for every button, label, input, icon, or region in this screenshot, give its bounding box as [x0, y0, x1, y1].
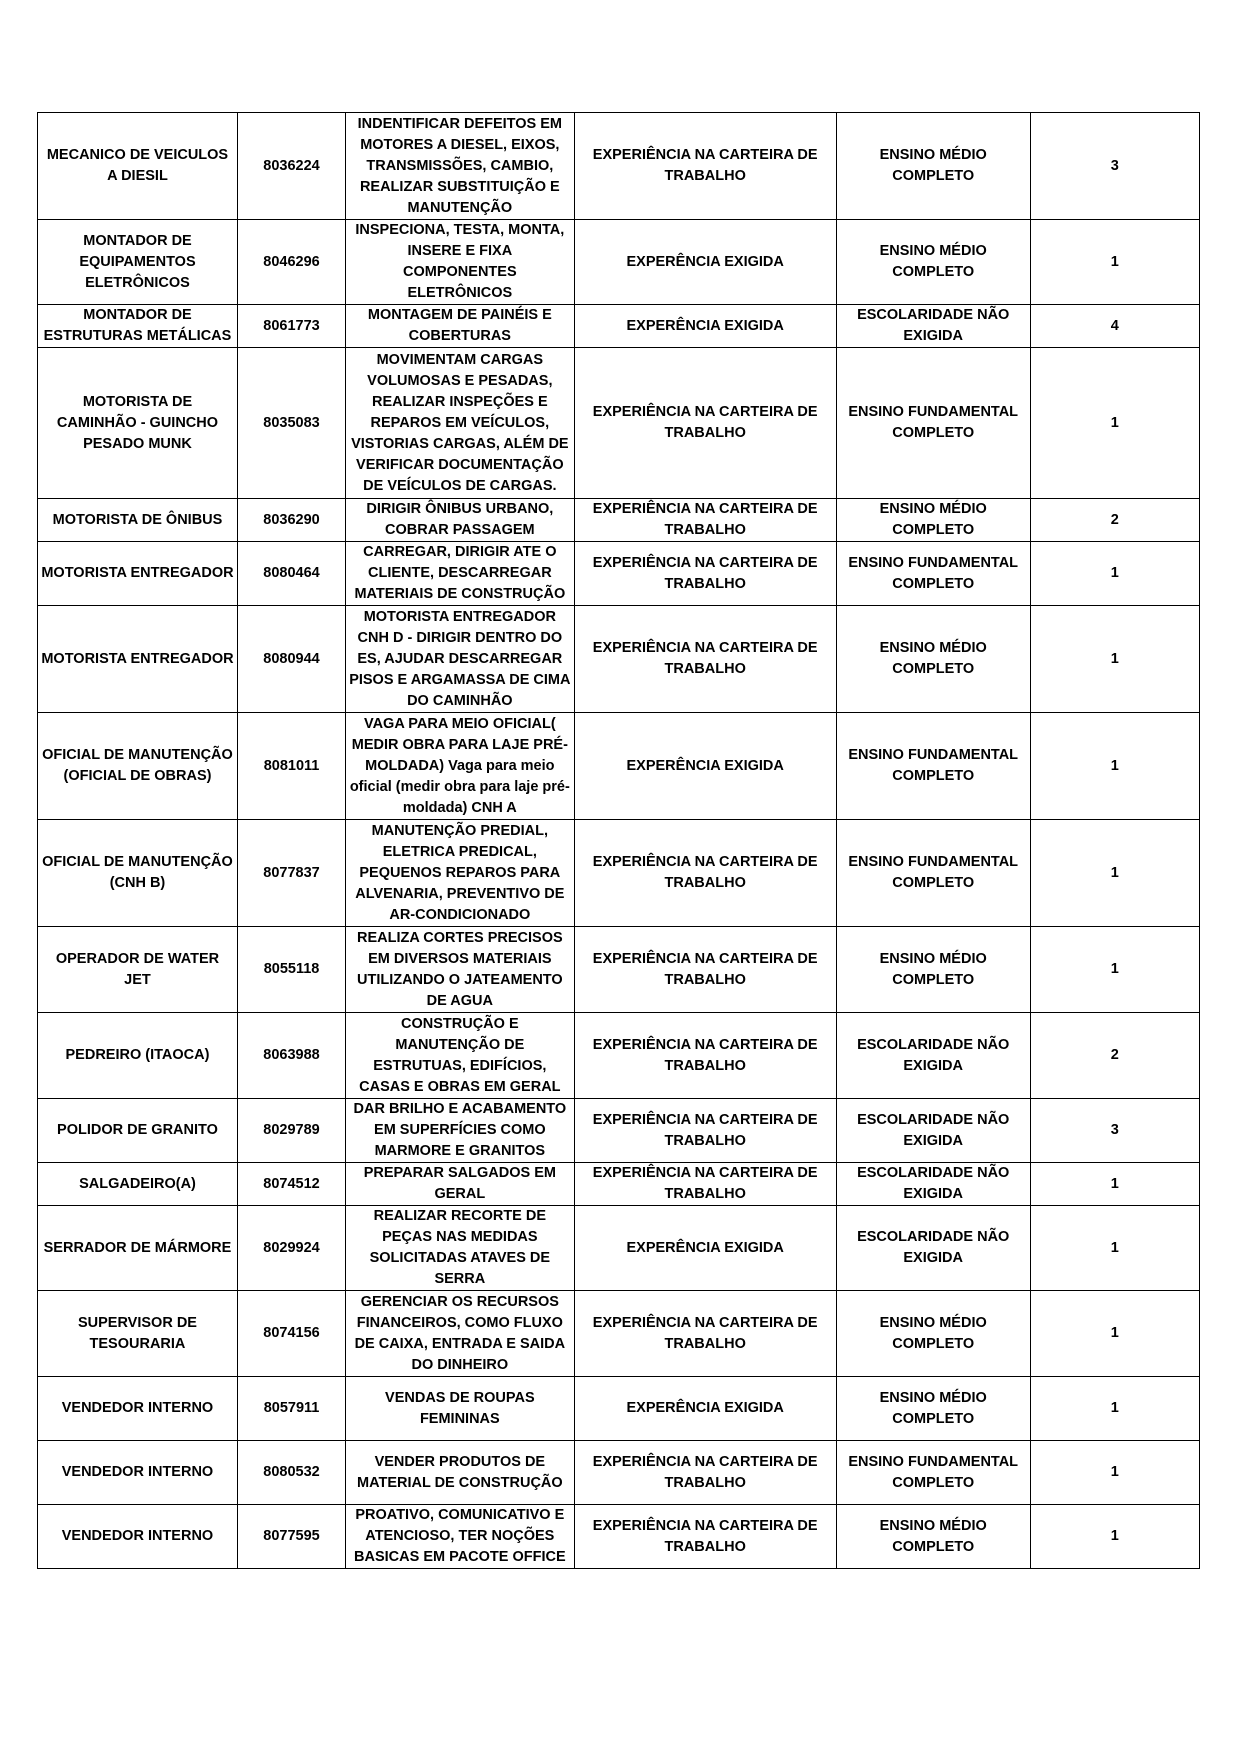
vacancy-count-cell: 3 — [1030, 113, 1199, 220]
education-requirement-cell: ENSINO FUNDAMENTAL COMPLETO — [836, 1441, 1030, 1505]
job-description-cell: REALIZA CORTES PRECISOS EM DIVERSOS MATERIAIS UTILIZANDO O JATEAMENTO DE AGUA — [346, 927, 575, 1013]
table-row — [38, 113, 1200, 220]
job-description-cell: MONTAGEM DE PAINÉIS E COBERTURAS — [346, 305, 575, 348]
vacancy-count-cell: 1 — [1030, 713, 1199, 820]
table-row — [38, 1291, 1200, 1377]
job-title-cell: SUPERVISOR DE TESOURARIA — [38, 1291, 238, 1377]
job-description-cell: PROATIVO, COMUNICATIVO E ATENCIOSO, TER NOÇÕES BASICAS EM PACOTE OFFICE — [346, 1505, 575, 1569]
job-title-cell: SALGADEIRO(A) — [38, 1163, 238, 1206]
table-row — [38, 1441, 1200, 1505]
job-code-cell: 8074156 — [237, 1291, 345, 1377]
job-title-cell: OPERADOR DE WATER JET — [38, 927, 238, 1013]
vacancy-count-cell: 1 — [1030, 606, 1199, 713]
vacancy-count-cell: 1 — [1030, 348, 1199, 499]
vacancy-count-cell: 1 — [1030, 1291, 1199, 1377]
experience-requirement-cell: EXPERIÊNCIA NA CARTEIRA DE TRABALHO — [574, 348, 836, 499]
job-description-cell: CARREGAR, DIRIGIR ATE O CLIENTE, DESCARREGAR MATERIAIS DE CONSTRUÇÃO — [346, 542, 575, 606]
education-requirement-cell: ESCOLARIDADE NÃO EXIGIDA — [836, 1013, 1030, 1099]
table-row — [38, 499, 1200, 542]
experience-requirement-cell: EXPERIÊNCIA NA CARTEIRA DE TRABALHO — [574, 1441, 836, 1505]
job-code-cell: 8074512 — [237, 1163, 345, 1206]
job-title-cell: MONTADOR DE ESTRUTURAS METÁLICAS — [38, 305, 238, 348]
experience-requirement-cell: EXPERÊNCIA EXIGIDA — [574, 713, 836, 820]
experience-requirement-cell: EXPERÊNCIA EXIGIDA — [574, 305, 836, 348]
job-description-cell: CONSTRUÇÃO E MANUTENÇÃO DE ESTRUTUAS, EDIFÍCIOS, CASAS E OBRAS EM GERAL — [346, 1013, 575, 1099]
job-description-cell: DAR BRILHO E ACABAMENTO EM SUPERFÍCIES COMO MARMORE E GRANITOS — [346, 1099, 575, 1163]
job-description-cell: PREPARAR SALGADOS EM GERAL — [346, 1163, 575, 1206]
job-vacancies-body — [38, 113, 1200, 1569]
job-description-cell: MOTORISTA ENTREGADOR CNH D - DIRIGIR DENTRO DO ES, AJUDAR DESCARREGAR PISOS E ARGAMASSA DE CIMA DO CAMINHÃO — [346, 606, 575, 713]
table-row — [38, 1099, 1200, 1163]
job-code-cell: 8036290 — [237, 499, 345, 542]
table-row — [38, 1505, 1200, 1569]
job-code-cell: 8063988 — [237, 1013, 345, 1099]
table-row — [38, 1377, 1200, 1441]
table-row — [38, 927, 1200, 1013]
job-description-cell: VENDER PRODUTOS DE MATERIAL DE CONSTRUÇÃO — [346, 1441, 575, 1505]
education-requirement-cell: ENSINO MÉDIO COMPLETO — [836, 606, 1030, 713]
education-requirement-cell: ESCOLARIDADE NÃO EXIGIDA — [836, 1099, 1030, 1163]
job-title-cell: PEDREIRO (ITAOCA) — [38, 1013, 238, 1099]
vacancy-count-cell: 1 — [1030, 1377, 1199, 1441]
experience-requirement-cell: EXPERIÊNCIA NA CARTEIRA DE TRABALHO — [574, 927, 836, 1013]
job-code-cell: 8077837 — [237, 820, 345, 927]
job-title-cell: MECANICO DE VEICULOS A DIESIL — [38, 113, 238, 220]
table-row — [38, 713, 1200, 820]
job-code-cell: 8035083 — [237, 348, 345, 499]
experience-requirement-cell: EXPERÊNCIA EXIGIDA — [574, 1377, 836, 1441]
education-requirement-cell: ENSINO MÉDIO COMPLETO — [836, 927, 1030, 1013]
job-code-cell: 8057911 — [237, 1377, 345, 1441]
vacancy-count-cell: 1 — [1030, 1206, 1199, 1291]
experience-requirement-cell: EXPERIÊNCIA NA CARTEIRA DE TRABALHO — [574, 499, 836, 542]
education-requirement-cell: ENSINO MÉDIO COMPLETO — [836, 1505, 1030, 1569]
education-requirement-cell: ENSINO FUNDAMENTAL COMPLETO — [836, 348, 1030, 499]
experience-requirement-cell: EXPERIÊNCIA NA CARTEIRA DE TRABALHO — [574, 1291, 836, 1377]
experience-requirement-cell: EXPERIÊNCIA NA CARTEIRA DE TRABALHO — [574, 1099, 836, 1163]
education-requirement-cell: ENSINO MÉDIO COMPLETO — [836, 220, 1030, 305]
experience-requirement-cell: EXPERIÊNCIA NA CARTEIRA DE TRABALHO — [574, 1505, 836, 1569]
job-title-cell: MONTADOR DE EQUIPAMENTOS ELETRÔNICOS — [38, 220, 238, 305]
education-requirement-cell: ENSINO FUNDAMENTAL COMPLETO — [836, 820, 1030, 927]
job-description-cell: MANUTENÇÃO PREDIAL, ELETRICA PREDICAL, PEQUENOS REPAROS PARA ALVENARIA, PREVENTIVO DE AR-CONDICIONADO — [346, 820, 575, 927]
job-title-cell: MOTORISTA ENTREGADOR — [38, 606, 238, 713]
job-code-cell: 8081011 — [237, 713, 345, 820]
job-title-cell: VENDEDOR INTERNO — [38, 1441, 238, 1505]
table-row — [38, 220, 1200, 305]
table-row — [38, 606, 1200, 713]
job-description-cell: VENDAS DE ROUPAS FEMININAS — [346, 1377, 575, 1441]
table-row — [38, 1013, 1200, 1099]
job-title-cell: MOTORISTA DE CAMINHÃO - GUINCHO PESADO MUNK — [38, 348, 238, 499]
education-requirement-cell: ESCOLARIDADE NÃO EXIGIDA — [836, 1206, 1030, 1291]
education-requirement-cell: ESCOLARIDADE NÃO EXIGIDA — [836, 305, 1030, 348]
job-title-cell: POLIDOR DE GRANITO — [38, 1099, 238, 1163]
vacancy-count-cell: 1 — [1030, 1505, 1199, 1569]
job-code-cell: 8029789 — [237, 1099, 345, 1163]
job-description-cell: REALIZAR RECORTE DE PEÇAS NAS MEDIDAS SOLICITADAS ATAVES DE SERRA — [346, 1206, 575, 1291]
job-description-cell: MOVIMENTAM CARGAS VOLUMOSAS E PESADAS, REALIZAR INSPEÇÕES E REPAROS EM VEÍCULOS, VISTORIAS CARGAS, ALÉM DE VERIFICAR DOCUMENTAÇÃO DE VEÍCULOS DE CARGAS. — [346, 348, 575, 499]
job-description-cell: INDENTIFICAR DEFEITOS EM MOTORES A DIESEL, EIXOS, TRANSMISSÕES, CAMBIO, REALIZAR SUBSTITUIÇÃO E MANUTENÇÃO — [346, 113, 575, 220]
table-row — [38, 305, 1200, 348]
experience-requirement-cell: EXPERIÊNCIA NA CARTEIRA DE TRABALHO — [574, 1013, 836, 1099]
table-row — [38, 542, 1200, 606]
job-code-cell: 8055118 — [237, 927, 345, 1013]
vacancy-count-cell: 1 — [1030, 1163, 1199, 1206]
education-requirement-cell: ENSINO MÉDIO COMPLETO — [836, 1377, 1030, 1441]
job-description-cell: VAGA PARA MEIO OFICIAL( MEDIR OBRA PARA LAJE PRÉ-MOLDADA) Vaga para meio oficial (medir obra para laje pré-moldada) CNH A — [346, 713, 575, 820]
education-requirement-cell: ENSINO FUNDAMENTAL COMPLETO — [836, 713, 1030, 820]
job-title-cell: MOTORISTA ENTREGADOR — [38, 542, 238, 606]
job-code-cell: 8080532 — [237, 1441, 345, 1505]
vacancy-count-cell: 1 — [1030, 820, 1199, 927]
vacancy-count-cell: 1 — [1030, 927, 1199, 1013]
experience-requirement-cell: EXPERÊNCIA EXIGIDA — [574, 220, 836, 305]
table-row — [38, 1163, 1200, 1206]
job-code-cell: 8046296 — [237, 220, 345, 305]
vacancy-count-cell: 1 — [1030, 542, 1199, 606]
vacancy-count-cell: 4 — [1030, 305, 1199, 348]
job-title-cell: OFICIAL DE MANUTENÇÃO (OFICIAL DE OBRAS) — [38, 713, 238, 820]
job-code-cell: 8029924 — [237, 1206, 345, 1291]
vacancy-count-cell: 3 — [1030, 1099, 1199, 1163]
table-row — [38, 348, 1200, 499]
table-row — [38, 820, 1200, 927]
education-requirement-cell: ENSINO FUNDAMENTAL COMPLETO — [836, 542, 1030, 606]
experience-requirement-cell: EXPERIÊNCIA NA CARTEIRA DE TRABALHO — [574, 113, 836, 220]
vacancy-count-cell: 2 — [1030, 1013, 1199, 1099]
experience-requirement-cell: EXPERIÊNCIA NA CARTEIRA DE TRABALHO — [574, 1163, 836, 1206]
education-requirement-cell: ENSINO MÉDIO COMPLETO — [836, 1291, 1030, 1377]
job-code-cell: 8061773 — [237, 305, 345, 348]
job-code-cell: 8077595 — [237, 1505, 345, 1569]
job-code-cell: 8080464 — [237, 542, 345, 606]
experience-requirement-cell: EXPERIÊNCIA NA CARTEIRA DE TRABALHO — [574, 542, 836, 606]
job-description-cell: INSPECIONA, TESTA, MONTA, INSERE E FIXA COMPONENTES ELETRÔNICOS — [346, 220, 575, 305]
vacancy-count-cell: 2 — [1030, 499, 1199, 542]
education-requirement-cell: ENSINO MÉDIO COMPLETO — [836, 499, 1030, 542]
vacancy-count-cell: 1 — [1030, 220, 1199, 305]
education-requirement-cell: ESCOLARIDADE NÃO EXIGIDA — [836, 1163, 1030, 1206]
job-vacancies-table — [37, 112, 1200, 1569]
job-code-cell: 8080944 — [237, 606, 345, 713]
job-code-cell: 8036224 — [237, 113, 345, 220]
job-title-cell: MOTORISTA DE ÔNIBUS — [38, 499, 238, 542]
table-row — [38, 1206, 1200, 1291]
job-title-cell: VENDEDOR INTERNO — [38, 1505, 238, 1569]
education-requirement-cell: ENSINO MÉDIO COMPLETO — [836, 113, 1030, 220]
experience-requirement-cell: EXPERÊNCIA EXIGIDA — [574, 1206, 836, 1291]
job-title-cell: SERRADOR DE MÁRMORE — [38, 1206, 238, 1291]
experience-requirement-cell: EXPERIÊNCIA NA CARTEIRA DE TRABALHO — [574, 820, 836, 927]
job-title-cell: OFICIAL DE MANUTENÇÃO (CNH B) — [38, 820, 238, 927]
experience-requirement-cell: EXPERIÊNCIA NA CARTEIRA DE TRABALHO — [574, 606, 836, 713]
vacancy-count-cell: 1 — [1030, 1441, 1199, 1505]
job-description-cell: GERENCIAR OS RECURSOS FINANCEIROS, COMO FLUXO DE CAIXA, ENTRADA E SAIDA DO DINHEIRO — [346, 1291, 575, 1377]
job-title-cell: VENDEDOR INTERNO — [38, 1377, 238, 1441]
job-description-cell: DIRIGIR ÔNIBUS URBANO, COBRAR PASSAGEM — [346, 499, 575, 542]
